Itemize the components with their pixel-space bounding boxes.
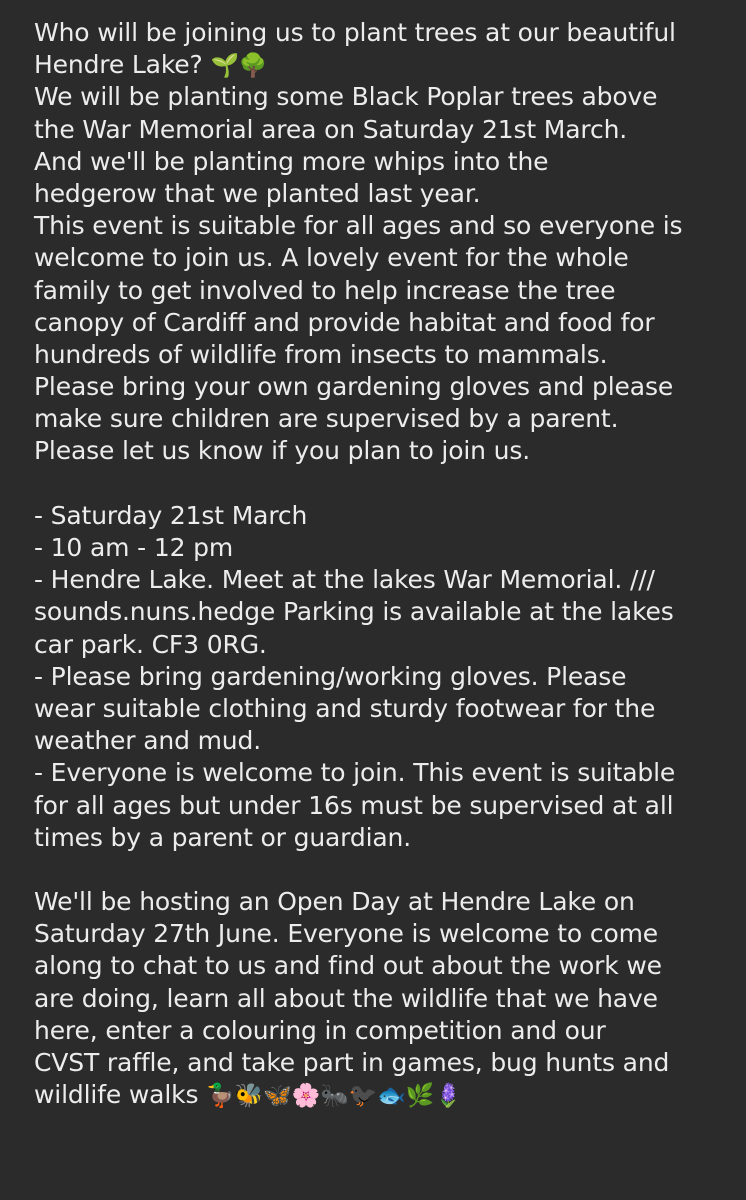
detail-line: sounds.nuns.hedge Parking is available at the lakes — [34, 597, 674, 627]
text-line: along to chat to us and find out about the work we — [34, 951, 662, 981]
paragraph-spacer — [34, 468, 724, 500]
seedling-tree-emoji: 🌱🌳 — [210, 53, 268, 80]
detail-line: for all ages but under 16s must be supervised at all — [34, 790, 674, 820]
text-line: the War Memorial area on Saturday 21st March. — [34, 114, 628, 144]
paragraph-planting-intro — [34, 17, 724, 468]
detail-line: - Everyone is welcome to join. This event is suitable — [34, 758, 676, 788]
text-line: family to get involved to help increase the tree — [34, 275, 616, 305]
text-line: Please bring your own gardening gloves and please — [34, 372, 674, 402]
text-line: We'll be hosting an Open Day at Hendre Lake on — [34, 887, 635, 917]
text-line: We will be planting some Black Poplar trees above — [34, 82, 658, 112]
text-line: Saturday 27th June. Everyone is welcome to come — [34, 919, 659, 949]
paragraph-spacer — [34, 854, 724, 886]
text-line: make sure children are supervised by a parent. — [34, 404, 619, 434]
text-line: hedgerow that we planted last year. — [34, 178, 481, 208]
text-line: here, enter a colouring in competition and our — [34, 1015, 606, 1045]
text-line: CVST raffle, and take part in games, bug hunts and — [34, 1048, 670, 1077]
detail-line: weather and mud. — [34, 726, 261, 756]
text-line: Please let us know if you plan to join us. — [34, 436, 531, 466]
detail-line: - Saturday 21st March — [34, 500, 308, 530]
detail-line: car park. CF3 0RG. — [34, 629, 267, 659]
detail-line: wear suitable clothing and sturdy footwear for the — [34, 693, 656, 723]
text-line — [34, 49, 724, 81]
text-line-content: Hendre Lake? — [34, 50, 203, 80]
detail-line: - 10 am - 12 pm — [34, 533, 234, 562]
paragraph-event-details — [34, 500, 724, 854]
text-line: And we'll be planting more whips into the — [34, 146, 549, 176]
detail-line: times by a parent or guardian. — [34, 822, 412, 852]
text-line: are doing, learn all about the wildlife that we have — [34, 983, 658, 1013]
text-line: welcome to join us. A lovely event for the whole — [34, 243, 629, 273]
text-line: Who will be joining us to plant trees at our beautiful — [34, 18, 676, 47]
text-line: canopy of Cardiff and provide habitat and food for — [34, 307, 655, 337]
text-line: hundreds of wildlife from insects to mammals. — [34, 339, 608, 369]
post-text — [34, 17, 724, 1111]
text-line — [34, 1079, 724, 1111]
text-line-content: wildlife walks — [34, 1080, 199, 1110]
detail-line: - Hendre Lake. Meet at the lakes War Memorial. /// — [34, 565, 655, 595]
text-line: This event is suitable for all ages and so everyone is — [34, 211, 683, 241]
detail-line: - Please bring gardening/working gloves. Please — [34, 661, 627, 691]
wildlife-emoji-row: 🦆🐝🦋🌸🐜🐦‍⬛🐟🌿🪻 — [206, 1083, 463, 1110]
paragraph-open-day — [34, 886, 724, 1111]
